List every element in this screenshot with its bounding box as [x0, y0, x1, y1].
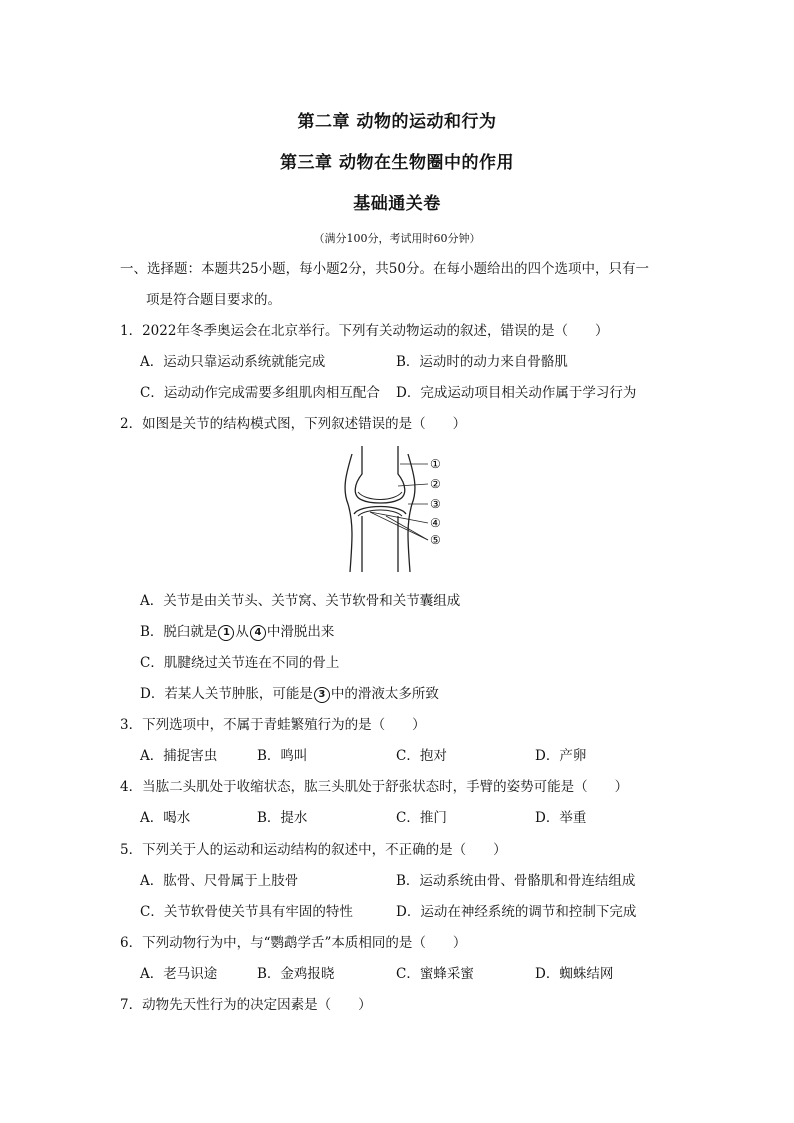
question-4-stem: 4．当肱二头肌处于收缩状态，肱三头肌处于舒张状态时，手臂的姿势可能是（ ）	[120, 779, 629, 795]
question-5-option-a: A．肱骨、尺骨属于上肢骨	[140, 873, 299, 889]
question-3-option-a: A．捕捉害虫	[140, 748, 218, 764]
option-d-text-pre: D．若某人关节肿胀，可能是	[140, 686, 313, 702]
question-6-option-a: A．老马识途	[140, 966, 218, 982]
circled-number-4: 4	[250, 625, 266, 641]
option-b-text-post: 中滑脱出来	[266, 624, 335, 640]
question-6-option-c: C．蜜蜂采蜜	[396, 966, 474, 982]
question-6-stem: 6．下列动物行为中，与“鹦鹉学舌”本质相同的是（ ）	[120, 935, 467, 951]
question-4-option-a: A．喝水	[140, 810, 191, 826]
question-5-stem: 5．下列关于人的运动和运动结构的叙述中，不正确的是（ ）	[120, 842, 507, 858]
option-b-text-pre: B．脱臼就是	[140, 624, 218, 640]
question-1-option-d: D．完成运动项目相关动作属于学习行为	[396, 385, 637, 401]
question-4-option-d: D．举重	[535, 810, 587, 826]
option-b-text-mid: 从	[235, 624, 249, 640]
question-4-option-b: B．提水	[257, 810, 308, 826]
question-3-option-b: B．鸣叫	[257, 748, 308, 764]
circled-number-3: 3	[314, 687, 330, 703]
chapter-title-3: 第三章 动物在生物圈中的作用	[280, 153, 514, 173]
question-3-option-d: D．产卵	[535, 748, 587, 764]
question-2-option-c: C．肌腱绕过关节连在不同的骨上	[140, 655, 340, 671]
question-1-stem: 1．2022年冬季奥运会在北京举行。下列有关动物运动的叙述，错误的是（ ）	[120, 323, 609, 339]
question-5-option-b: B．运动系统由骨、骨骼肌和骨连结组成	[396, 873, 636, 889]
question-3-stem: 3．下列选项中，不属于青蛙繁殖行为的是（ ）	[120, 717, 426, 733]
question-1-option-c: C．运动动作完成需要多组肌肉相互配合	[140, 385, 380, 401]
score-time-note: （满分100分，考试用时60分钟）	[313, 232, 481, 245]
question-2-option-a: A．关节是由关节头、关节窝、关节软骨和关节囊组成	[140, 593, 461, 609]
question-5-option-d: D．运动在神经系统的调节和控制下完成	[396, 904, 637, 920]
question-1-option-a: A．运动只靠运动系统就能完成	[140, 354, 326, 370]
chapter-title-2: 第二章 动物的运动和行为	[297, 112, 497, 132]
diagram-label-3: ③	[430, 497, 441, 511]
question-6-option-d: D．蜘蛛结网	[535, 966, 614, 982]
question-2-stem: 2．如图是关节的结构模式图，下列叙述错误的是（ ）	[120, 416, 467, 432]
diagram-label-1: ①	[430, 457, 441, 471]
diagram-label-4: ④	[430, 516, 441, 530]
question-6-option-b: B．金鸡报晓	[257, 966, 335, 982]
question-7-stem: 7．动物先天性行为的决定因素是（ ）	[120, 997, 372, 1013]
question-3-option-c: C．抱对	[396, 748, 447, 764]
question-1-option-b: B．运动时的动力来自骨骼肌	[396, 354, 568, 370]
section-instruction-line2: 项是符合题目要求的。	[146, 292, 281, 308]
question-2-option-b	[140, 622, 334, 642]
question-4-option-c: C．推门	[396, 810, 447, 826]
diagram-label-2: ②	[430, 477, 441, 491]
circled-number-1: 1	[218, 625, 234, 641]
section-instruction-line1: 一、选择题：本题共25小题，每小题2分，共50分。在每小题给出的四个选项中，只有一	[120, 261, 649, 277]
diagram-label-5: ⑤	[430, 533, 441, 547]
question-2-option-d	[140, 684, 439, 704]
paper-subtitle: 基础通关卷	[353, 194, 441, 214]
joint-structure-diagram	[340, 444, 460, 574]
option-d-text-post: 中的滑液太多所致	[330, 686, 439, 702]
question-5-option-c: C．关节软骨使关节具有牢固的特性	[140, 904, 353, 920]
